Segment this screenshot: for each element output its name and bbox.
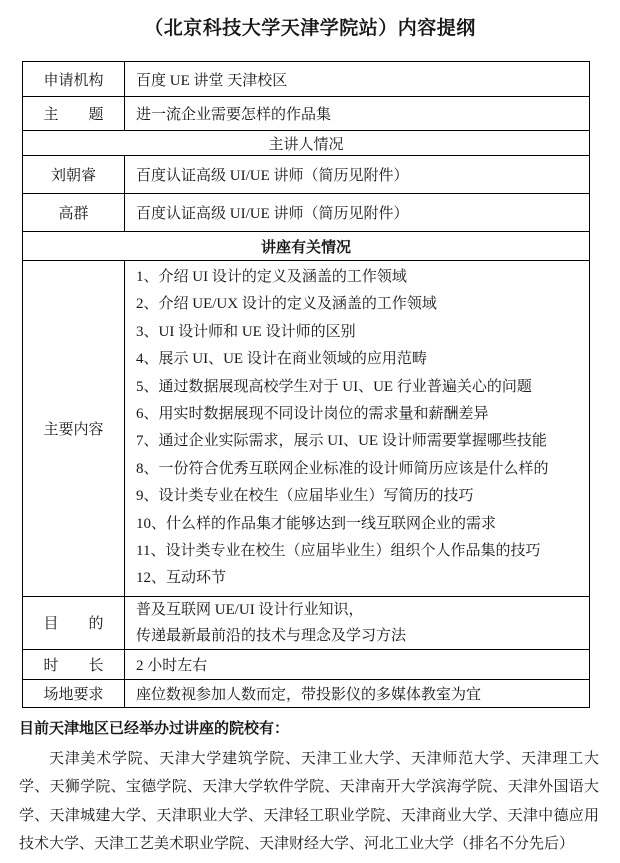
row-label: 主 题	[23, 97, 125, 131]
list-item: 4、展示 UI、UE 设计在商业领域的应用范畴	[136, 351, 427, 368]
list-item: 3、UI 设计师和 UE 设计师的区别	[136, 323, 356, 340]
table-row-purpose	[23, 596, 590, 649]
table-row-main-content	[23, 261, 590, 597]
document-page	[0, 13, 620, 863]
row-value: 进一流企业需要怎样的作品集	[125, 97, 590, 131]
row-value: 座位数视参加人数而定，带投影仪的多媒体教室为宜	[125, 679, 590, 707]
row-label: 主要内容	[23, 261, 125, 597]
purpose-line: 传递最新最前沿的技术与理念及学习方法	[136, 627, 407, 644]
list-item: 12、互动环节	[136, 570, 227, 587]
list-item: 5、通过数据展现高校学生对于 UI、UE 行业普遍关心的问题	[136, 378, 532, 395]
row-label: 高群	[23, 194, 125, 232]
table-row-duration	[23, 649, 590, 679]
row-value: 百度认证高级 UI/UE 讲师（简历见附件）	[125, 194, 590, 232]
row-label: 刘朝睿	[23, 156, 125, 194]
list-item: 8、一份符合优秀互联网企业标准的设计师简历应该是什么样的	[136, 460, 549, 477]
table-row-speaker-2	[23, 194, 590, 232]
list-item: 6、用实时数据展现不同设计岗位的需求量和薪酬差异	[136, 406, 489, 423]
row-label: 申请机构	[23, 62, 125, 97]
row-value: 2 小时左右	[125, 649, 590, 679]
table-row-speaker-1	[23, 156, 590, 194]
row-value: 百度 UE 讲堂 天津校区	[125, 62, 590, 97]
row-value: 百度认证高级 UI/UE 讲师（简历见附件）	[125, 156, 590, 194]
main-content-list	[125, 261, 590, 597]
list-item: 11、设计类专业在校生（应届毕业生）组织个人作品集的技巧	[136, 543, 541, 560]
table-row-lecture-section	[23, 232, 590, 261]
table-row-topic	[23, 97, 590, 131]
table-row-venue	[23, 679, 590, 707]
row-label: 时 长	[23, 649, 125, 679]
table-row-speakers-section	[23, 131, 590, 156]
list-item: 10、什么样的作品集才能够达到一线互联网企业的需求	[136, 515, 497, 532]
list-item: 2、介绍 UE/UX 设计的定义及涵盖的工作领域	[136, 296, 437, 313]
row-label: 场地要求	[23, 679, 125, 707]
page-title: （北京科技大学天津学院站）内容提纲	[144, 18, 476, 39]
row-label: 目 的	[23, 596, 125, 649]
section-header: 讲座有关情况	[23, 232, 590, 261]
content-outline-table	[22, 61, 590, 708]
purpose-line: 普及互联网 UE/UI 设计行业知识，	[136, 601, 364, 618]
list-item: 1、介绍 UI 设计的定义及涵盖的工作领域	[136, 269, 407, 285]
footer-heading: 目前天津地区已经举办过讲座的院校有：	[19, 720, 290, 737]
list-item: 7、通过企业实际需求，展示 UI、UE 设计师需要掌握哪些技能	[136, 433, 547, 450]
table-row-applicant	[23, 62, 590, 97]
section-header: 主讲人情况	[23, 131, 590, 156]
purpose-lines	[125, 596, 590, 649]
footer-university-list: 天津美术学院、天津大学建筑学院、天津工业大学、天津师范大学、天津理工大学、天狮学院、宝德学院、天津大学软件学院、天津南开大学滨海学院、天津外国语大学、天津城建大学、天津职业大学、天津轻工职业学院、天津商业大学、天津中德应用技术大学、天津工艺美术职业学院、天津财经大学、河北工业大学（排名不分先后）	[19, 750, 599, 853]
list-item: 9、设计类专业在校生（应届毕业生）写简历的技巧	[136, 488, 474, 505]
